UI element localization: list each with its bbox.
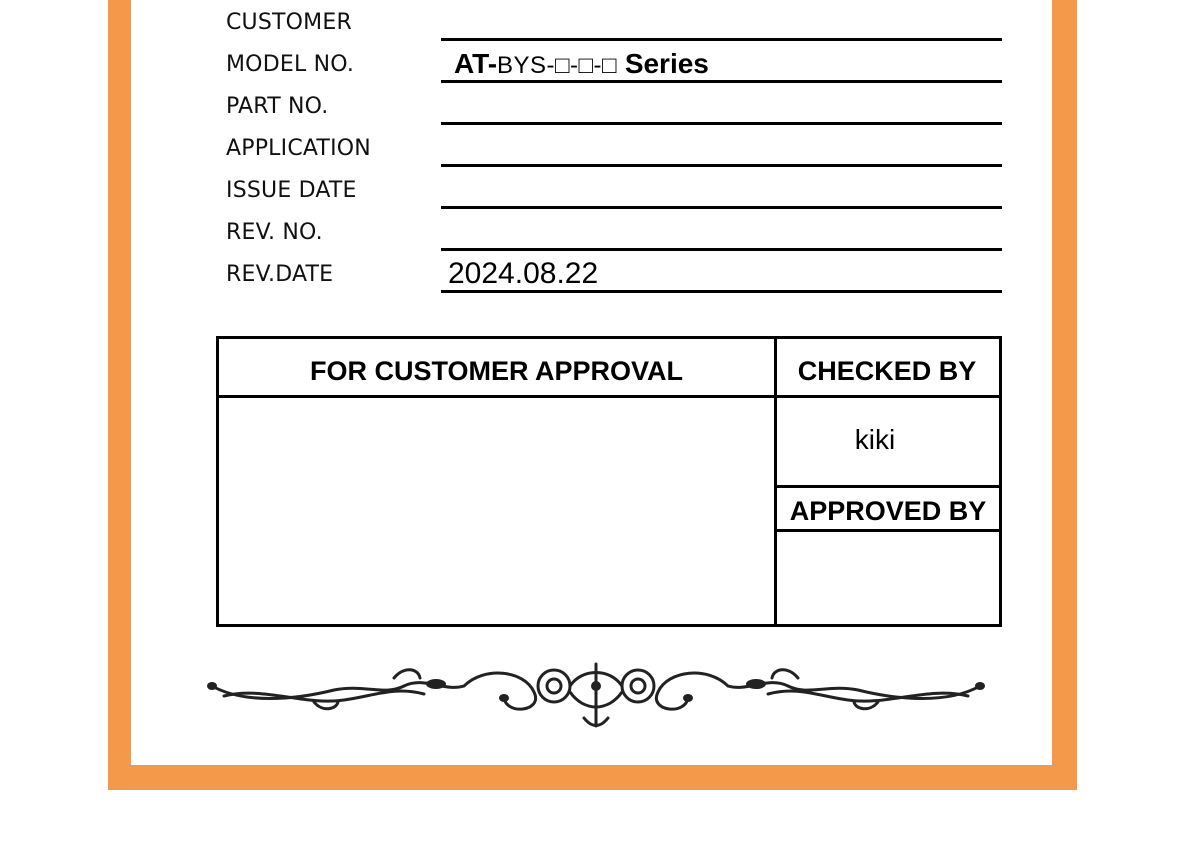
model-no-label: MODEL NO. bbox=[226, 52, 355, 77]
customer-approval-header: FOR CUSTOMER APPROVAL bbox=[309, 356, 684, 386]
issue-date-field-line bbox=[441, 206, 1002, 209]
model-suffix: Series bbox=[624, 48, 709, 79]
checked-by-name: kiki bbox=[854, 424, 896, 455]
model-no-value bbox=[454, 46, 709, 82]
scrollwork-ornament-icon bbox=[204, 656, 988, 736]
checked-bottom-rule bbox=[774, 485, 1002, 488]
model-prefix: AT- bbox=[454, 48, 498, 79]
customer-approval-area[interactable] bbox=[219, 398, 774, 621]
customer-label: CUSTOMER bbox=[226, 10, 352, 35]
application-field-line bbox=[441, 164, 1002, 167]
rev-date-label: REV.DATE bbox=[226, 262, 334, 287]
issue-date-label: ISSUE DATE bbox=[226, 178, 357, 203]
part-no-label: PART NO. bbox=[226, 94, 329, 119]
rev-no-field-line bbox=[441, 248, 1002, 251]
rev-no-label: REV. NO. bbox=[226, 220, 323, 245]
application-label: APPLICATION bbox=[226, 136, 371, 161]
checked-by-header: CHECKED BY bbox=[797, 356, 977, 386]
model-code: BYS-□-□-□ bbox=[497, 52, 618, 79]
part-no-field-line bbox=[441, 122, 1002, 125]
customer-field-line bbox=[441, 38, 1002, 41]
rev-date-value: 2024.08.22 bbox=[448, 257, 599, 290]
approved-by-header: APPROVED BY bbox=[789, 496, 987, 526]
approved-by-signature-area[interactable] bbox=[777, 532, 997, 621]
